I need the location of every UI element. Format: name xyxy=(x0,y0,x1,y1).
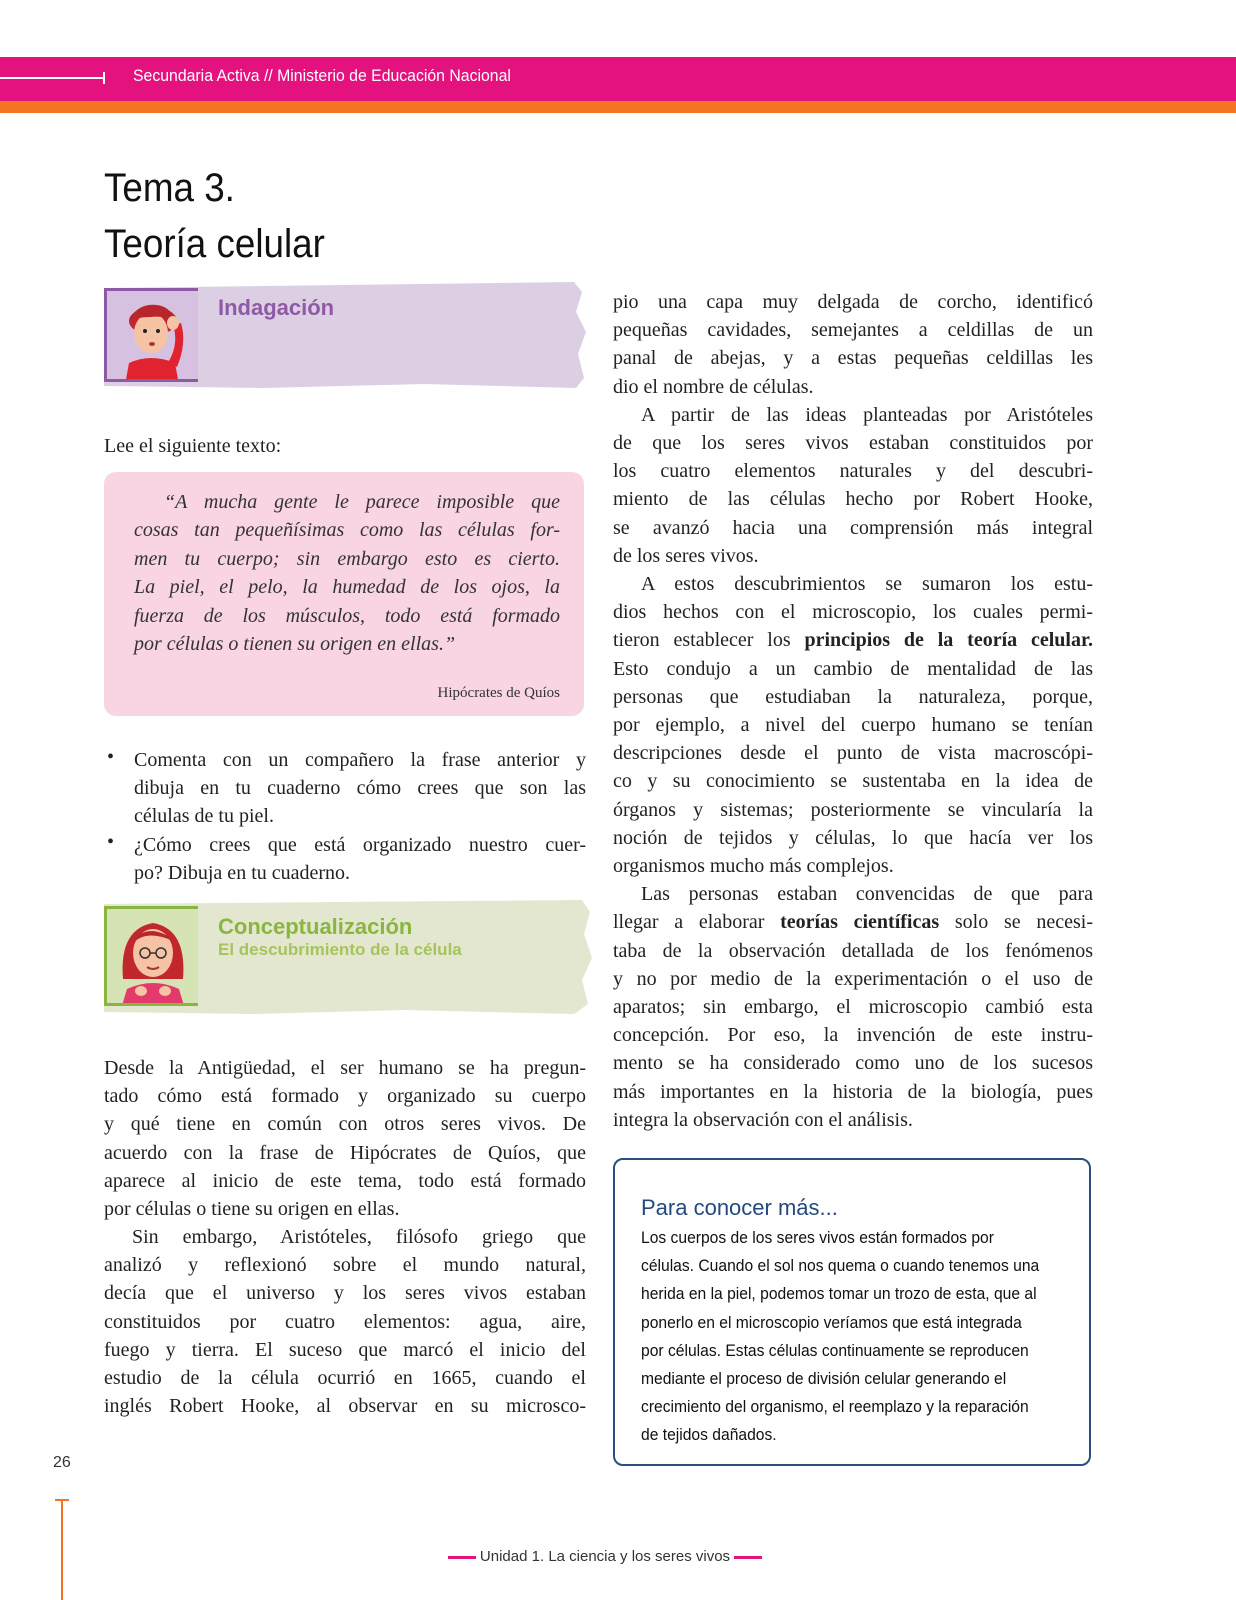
bold-term-principios: principios de la teoría celular. xyxy=(804,629,1094,652)
text-line: se avanzó hacia una comprensión más integral xyxy=(613,516,1093,539)
bullet-line: células de tu piel. xyxy=(134,805,274,828)
right-column xyxy=(613,288,1093,1134)
left-paragraph-2 xyxy=(104,1223,586,1420)
footer-dash-left xyxy=(448,1556,476,1559)
text-line xyxy=(613,626,1093,654)
conceptualizacion-subtitle: El descubrimiento de la célula xyxy=(218,940,462,959)
text-run: tieron establecer los xyxy=(613,629,805,652)
text-line: analizó y reflexionó sobre el mundo natural, xyxy=(104,1254,586,1277)
thinking-boy-icon xyxy=(107,291,198,382)
text-line: A estos descubrimientos se sumaron los estu- xyxy=(641,573,1093,596)
text-line: de que los seres vivos estaban constituidos por xyxy=(613,432,1093,455)
text-run: llegar a elaborar xyxy=(613,911,781,934)
bullet-item-1 xyxy=(134,746,586,831)
text-line xyxy=(613,908,1093,936)
header-text: Secundaria Activa // Ministerio de Educación Nacional xyxy=(133,66,511,85)
title-line-2: Teoría celular xyxy=(104,222,325,266)
text-line: organismos mucho más complejos. xyxy=(613,855,894,878)
text-line: acuerdo con la frase de Hipócrates de Quíos, que xyxy=(104,1141,586,1164)
bold-term-teorias: teorías científicas xyxy=(780,911,940,934)
info-line: células. Cuando el sol nos quema o cuando tenemos una xyxy=(641,1256,1040,1276)
info-line: Los cuerpos de los seres vivos están formados por xyxy=(641,1228,994,1247)
info-line: de tejidos dañados. xyxy=(641,1425,777,1445)
bullet-line: ¿Cómo crees que está organizado nuestro cuer- xyxy=(134,834,586,856)
text-line: panal de abejas, y a estas pequeñas celdillas les xyxy=(613,347,1093,370)
bullet-dot: • xyxy=(107,746,115,768)
text-line: co y su conocimiento se sustentaba en la idea de xyxy=(613,770,1093,793)
text-line: y qué tiene en común con otros seres vivos. De xyxy=(104,1113,586,1136)
text-line: órganos y sistemas; posteriormente se vincularía la xyxy=(613,798,1093,821)
text-line: más importantes en la historia de la biología, pues xyxy=(613,1080,1093,1103)
quote-line: men tu cuerpo; sin embargo esto es cierto. xyxy=(134,547,560,570)
text-line: y no por medio de la experimentación o el uso de xyxy=(613,967,1093,990)
header-underline xyxy=(0,101,1236,113)
text-line: dio el nombre de células. xyxy=(613,375,814,398)
text-line: tado cómo está formado y organizado su cuerpo xyxy=(104,1085,586,1108)
text-line: los cuatro elementos naturales y del descubri- xyxy=(613,460,1093,483)
quote-author: Hipócrates de Quíos xyxy=(437,685,560,701)
conceptualizacion-title: Conceptualización xyxy=(218,914,413,939)
text-line: mento se ha considerado como uno de los sucesos xyxy=(613,1052,1093,1075)
info-box-text xyxy=(641,1224,1071,1450)
quote-text xyxy=(134,488,560,658)
footer-unit: Unidad 1. xyxy=(479,1548,545,1565)
bullet-dot: • xyxy=(107,831,115,853)
text-line: Desde la Antigüedad, el ser humano se ha pregun- xyxy=(104,1057,586,1079)
text-line: pequeñas cavidades, semejantes a celdillas de un xyxy=(613,319,1093,342)
text-line: constituidos por cuatro elementos: agua, aire, xyxy=(104,1310,586,1333)
text-line: integra la observación con el análisis. xyxy=(613,1108,913,1131)
info-box-title: Para conocer más... xyxy=(641,1195,838,1220)
text-line: noción de tejidos y células, lo que hacía ver los xyxy=(613,826,1093,849)
bullet-item-2 xyxy=(134,831,586,887)
intro-text: Lee el siguiente texto: xyxy=(104,435,282,457)
text-line: por ejemplo, a nivel del cuerpo humano se tenían xyxy=(613,714,1093,737)
text-line: fuego y tierra. El suceso que marcó el inicio del xyxy=(104,1338,586,1361)
text-line: concepción. Por eso, la invención de este instru- xyxy=(613,1024,1093,1047)
quote-line: fuerza de los músculos, todo está formado xyxy=(134,604,560,627)
info-line: mediante el proceso de división celular generando el xyxy=(641,1369,1007,1389)
text-line: aparece al inicio de este tema, todo está formado xyxy=(104,1169,586,1192)
bullet-line: po? Dibuja en tu cuaderno. xyxy=(134,862,351,885)
page-number: 26 xyxy=(53,1454,71,1471)
text-line: aparatos; sin embargo, el microscopio cambió esta xyxy=(613,996,1093,1019)
info-line: herida en la piel, podemos tomar un trozo de esta, que al xyxy=(641,1284,1037,1304)
quote-line: La piel, el pelo, la humedad de los ojos, la xyxy=(134,576,560,599)
text-line: Sin embargo, Aristóteles, filósofo griego que xyxy=(132,1226,586,1248)
text-line: inglés Robert Hooke, al observar en su microsco- xyxy=(104,1395,586,1418)
text-line: Esto condujo a un cambio de mentalidad de las xyxy=(613,657,1093,680)
left-paragraph-1 xyxy=(104,1054,586,1223)
header-rule xyxy=(0,77,104,79)
info-line: crecimiento del organismo, el reemplazo y la reparación xyxy=(641,1397,1029,1417)
info-line: ponerlo en el microscopio veríamos que está integrada xyxy=(641,1312,1022,1332)
text-line: de los seres vivos. xyxy=(613,544,759,567)
text-line: decía que el universo y los seres vivos estaban xyxy=(104,1282,586,1305)
info-line: por células. Estas células continuamente se reproducen xyxy=(641,1340,1029,1360)
text-line: personas que estudiaban la naturaleza, porque, xyxy=(613,685,1093,708)
text-line: estudio de la célula ocurrió en 1665, cuando el xyxy=(104,1367,586,1390)
footer xyxy=(440,1548,770,1565)
text-line: pio una capa muy delgada de corcho, identificó xyxy=(613,291,1093,313)
footer-text: La ciencia y los seres vivos xyxy=(548,1548,731,1565)
indagacion-intro xyxy=(104,432,281,460)
text-line: A partir de las ideas planteadas por Aristóteles xyxy=(641,403,1093,426)
indagacion-title: Indagación xyxy=(218,295,335,320)
bullet-line: dibuja en tu cuaderno cómo crees que son las xyxy=(134,777,586,800)
text-line: por células o tiene su origen en ellas. xyxy=(104,1198,400,1221)
indagacion-avatar xyxy=(104,288,198,382)
header-rule-tick xyxy=(103,72,105,84)
text-line: Las personas estaban convencidas de que para xyxy=(641,883,1093,906)
text-line: taba de la observación detallada de los fenómenos xyxy=(613,939,1093,962)
title-line-1: Tema 3. xyxy=(104,166,235,210)
teacher-girl-icon xyxy=(107,909,198,1006)
footer-dash-right xyxy=(734,1556,762,1559)
side-rule xyxy=(61,1499,63,1600)
text-run: solo se necesi- xyxy=(939,911,1093,934)
bullet-line: Comenta con un compañero la frase anterior y xyxy=(134,749,586,771)
quote-line: “A mucha gente le parece imposible que xyxy=(164,491,560,513)
quote-line: cosas tan pequeñísimas como las células for- xyxy=(134,519,560,542)
conceptualizacion-avatar xyxy=(104,906,198,1006)
text-line: miento de las células hecho por Robert Hooke, xyxy=(613,488,1093,511)
page-title xyxy=(104,160,325,272)
text-line: descripciones desde el punto de vista macroscópi- xyxy=(613,742,1093,765)
text-line: dios hechos con el microscopio, los cuales permi- xyxy=(613,601,1093,624)
quote-line: por células o tienen su origen en ellas.” xyxy=(134,633,456,656)
